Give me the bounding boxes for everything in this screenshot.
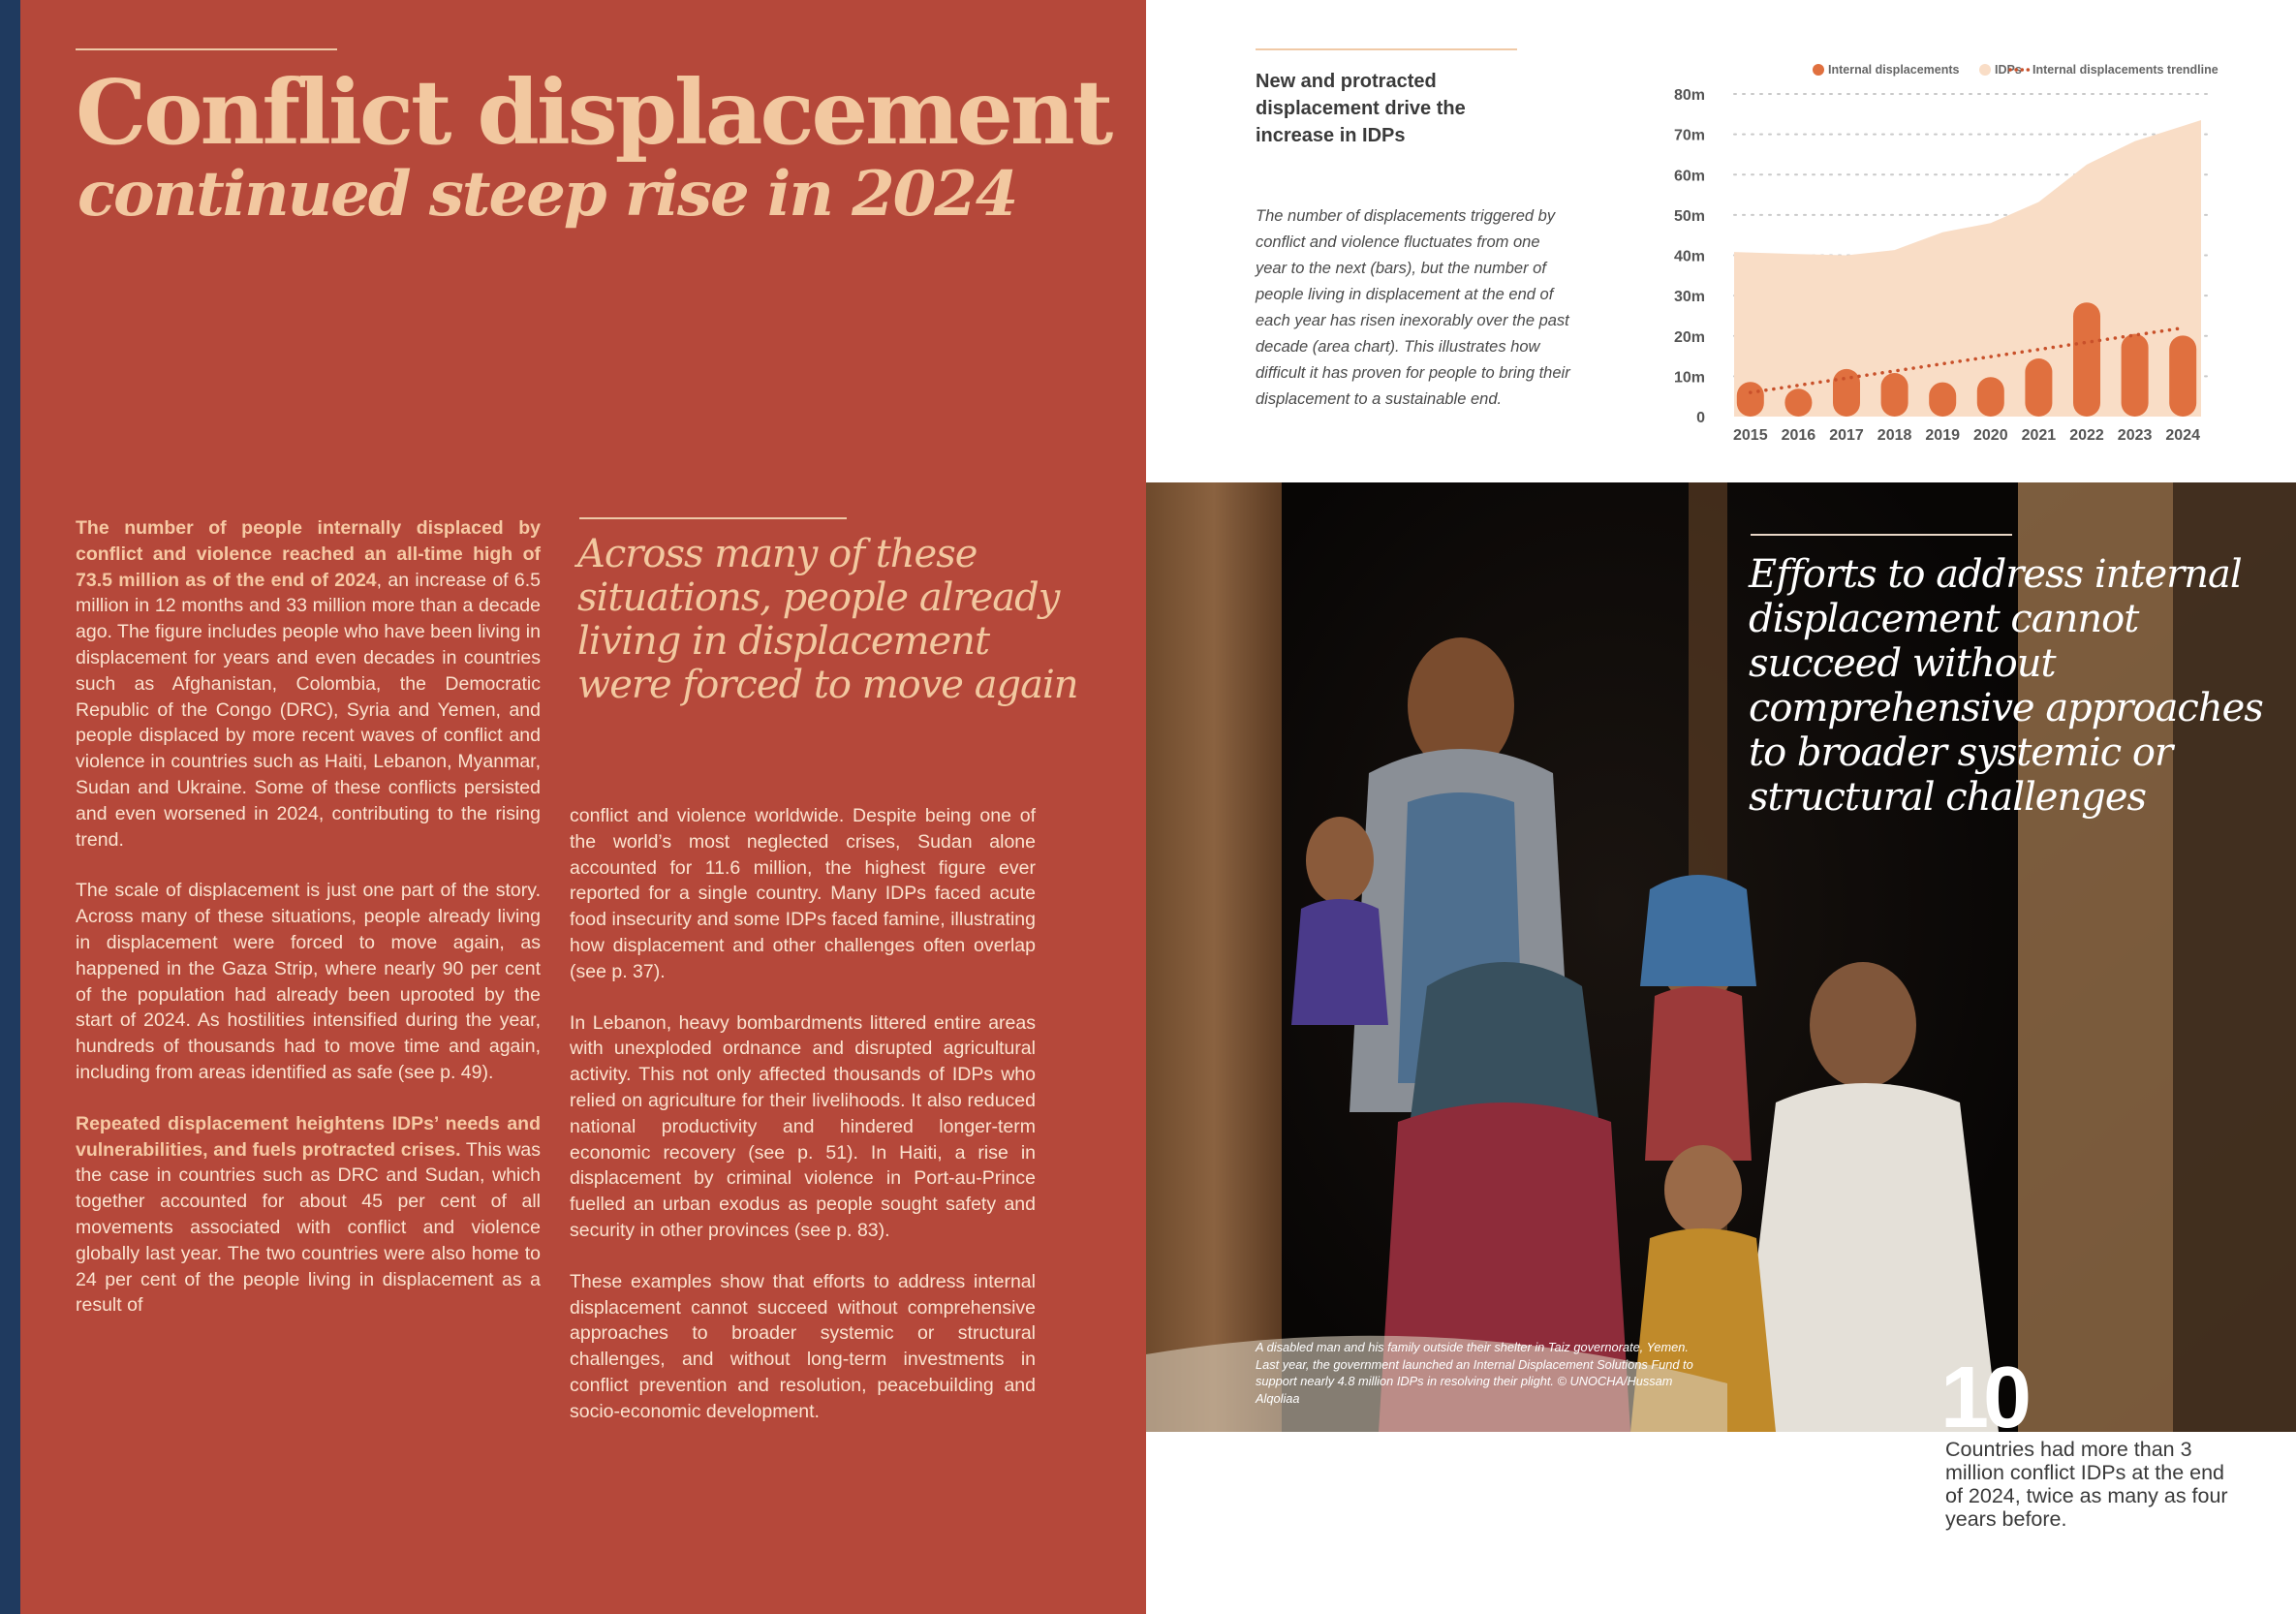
pullquote-rule — [579, 517, 847, 519]
y-tick-label: 20m — [1673, 328, 1705, 346]
y-tick-label: 10m — [1673, 369, 1705, 387]
chart-title-rule — [1256, 48, 1517, 50]
chart-title: New and protracted displacement drive the increase in IDPs — [1256, 71, 1466, 146]
x-tick-label: 2021 — [2021, 427, 2057, 444]
lead-bold-text: Repeated displacement heightens IDPs’ needs and vulnerabilities, and fuels protracted crises. — [76, 1112, 541, 1161]
photo-pull-quote: Efforts to address internal displacement cannot succeed without comprehensive approaches to broader systemic or structural challenges — [1749, 552, 2263, 820]
bar-internal-displacements — [2122, 334, 2149, 417]
legend-label: Internal displacements — [1828, 63, 1960, 77]
bar-internal-displacements — [1881, 373, 1908, 417]
y-tick-label: 30m — [1673, 289, 1705, 306]
photo-caption: A disabled man and his family outside their shelter in Taiz governorate, Yemen. Last year, the government launched an Internal Displacement Solutions Fund to support nearly 4.8 million IDPs in resolving their plight. © UNOCHA/Hussam Alqoliaa — [1256, 1340, 1693, 1406]
bar-internal-displacements — [2169, 335, 2196, 417]
bar-internal-displacements — [1977, 377, 2004, 417]
paragraph: The scale of displacement is just one part of the story. Across many of these situations, people already living in displacement were forced to move again, as happened in the Gaza Strip, where nearly 90 per cent of the population had already been uprooted by the start of 2024. As hostilities intensified during the year, hundreds of thousands had to move time and again, including from areas identified as safe (see p. 49). — [76, 880, 541, 1083]
y-tick-label: 0 — [1696, 410, 1705, 426]
title-rule — [76, 48, 337, 50]
paragraph: conflict and violence worldwide. Despite being one of the world’s most neglected crises, Sudan alone accounted for 11.6 million, the highest figure ever reported for a single country. Many IDPs faced acute food insecurity and some IDPs faced famine, illustrating how displacement and other challenges often overlap (see p. 37). — [570, 805, 1036, 982]
paragraph: Repeated displacement heightens IDPs’ needs and vulnerabilities, and fuels protracted crises. This was the case in countries such as DRC and Sudan, which together accounted for about 45 per cent of all movements associated with conflict and violence globally last year. The two countries were also home to 24 per cent of the people living in displacement as a result of — [76, 1112, 541, 1317]
bar-internal-displacements — [2025, 358, 2052, 417]
stat-description: Countries had more than 3 million conflict IDPs at the end of 2024, twice as many as four years before. — [1945, 1438, 2228, 1531]
x-tick-label: 2022 — [2069, 427, 2104, 444]
x-tick-label: 2023 — [2117, 427, 2153, 444]
paragraph: The number of people internally displaced by conflict and violence reached an all-time high of 73.5 million as of the end of 2024, an increase of 6.5 million in 12 months and 33 million more than a decade ago. The figure includes people who have been living in displacement for years and even decades in countries such as Afghanistan, Colombia, the Democratic Republic of the Congo (DRC), Syria and Yemen, and people displaced by more recent waves of conflict and violence in countries such as Haiti, Lebanon, Myanmar, Sudan and Ukraine. Some of these conflicts persisted and even worsened in 2024, contributing to the rising trend. — [76, 517, 541, 851]
page-subtitle: continued steep rise in 2024 — [78, 158, 1017, 231]
photo-quote-rule — [1751, 534, 2012, 536]
paragraph: In Lebanon, heavy bombardments littered entire areas with unexploded ordnance and disrupted agricultural activity. This not only affected thousands of IDPs who relied on agriculture for their livelihoods. It also reduced national productivity and hindered longer-term economic recovery (see p. 51). In Haiti, a rise in displacement by criminal violence in Port-au-Prince fuelled an urban exodus as people sought safety and security in other provinces (see p. 83). — [570, 1011, 1036, 1241]
legend-marker-area — [1979, 64, 1991, 76]
y-tick-label: 40m — [1673, 248, 1705, 265]
x-tick-label: 2020 — [1973, 427, 2008, 444]
bar-internal-displacements — [1833, 369, 1860, 417]
y-tick-label: 70m — [1673, 127, 1705, 144]
bar-internal-displacements — [1784, 388, 1812, 417]
paragraph: These examples show that efforts to address internal displacement cannot succeed without comprehensive approaches to broader systemic or structural challenges, and without long-term investments in conflict prevention and resolution, peacebuilding and socio-economic development. — [570, 1270, 1036, 1422]
page-edge-strip — [0, 0, 20, 1614]
x-tick-label: 2019 — [1925, 427, 1960, 444]
bar-internal-displacements — [1929, 383, 1956, 417]
x-tick-label: 2017 — [1829, 427, 1864, 444]
x-tick-label: 2016 — [1781, 427, 1816, 444]
x-tick-label: 2024 — [2165, 427, 2200, 444]
lead-bold-text: The number of people internally displaced by conflict and violence reached an all-time high of 73.5 million as of the end of 2024 — [76, 517, 541, 591]
x-tick-label: 2018 — [1877, 427, 1912, 444]
x-tick-label: 2015 — [1733, 427, 1768, 444]
y-tick-label: 60m — [1673, 168, 1705, 185]
legend-marker-bars — [1813, 64, 1824, 76]
legend-label: IDPs — [1995, 63, 2022, 77]
page-title: Conflict displacement — [76, 60, 1111, 165]
y-tick-label: 80m — [1673, 87, 1705, 104]
stat-number: 10 — [1940, 1350, 2027, 1446]
y-tick-label: 50m — [1673, 207, 1705, 225]
bar-internal-displacements — [1737, 382, 1764, 417]
pull-quote: Across many of these situations, people already living in displacement were forced to move again — [577, 532, 1078, 707]
bar-internal-displacements — [2073, 302, 2100, 417]
body-column-2 — [570, 803, 1036, 1450]
legend-label: Internal displacements trendline — [2032, 63, 2218, 77]
chart-description: The number of displacements triggered by conflict and violence fluctuates from one year to the next (bars), but the number of people living in displacement at the end of each year has risen inexorably over the past decade (area chart). This illustrates how difficult it has proven for people to bring their displacement to a sustainable end. — [1256, 207, 1570, 408]
displacement-chart — [1673, 58, 2228, 455]
body-column-1 — [76, 515, 541, 1344]
